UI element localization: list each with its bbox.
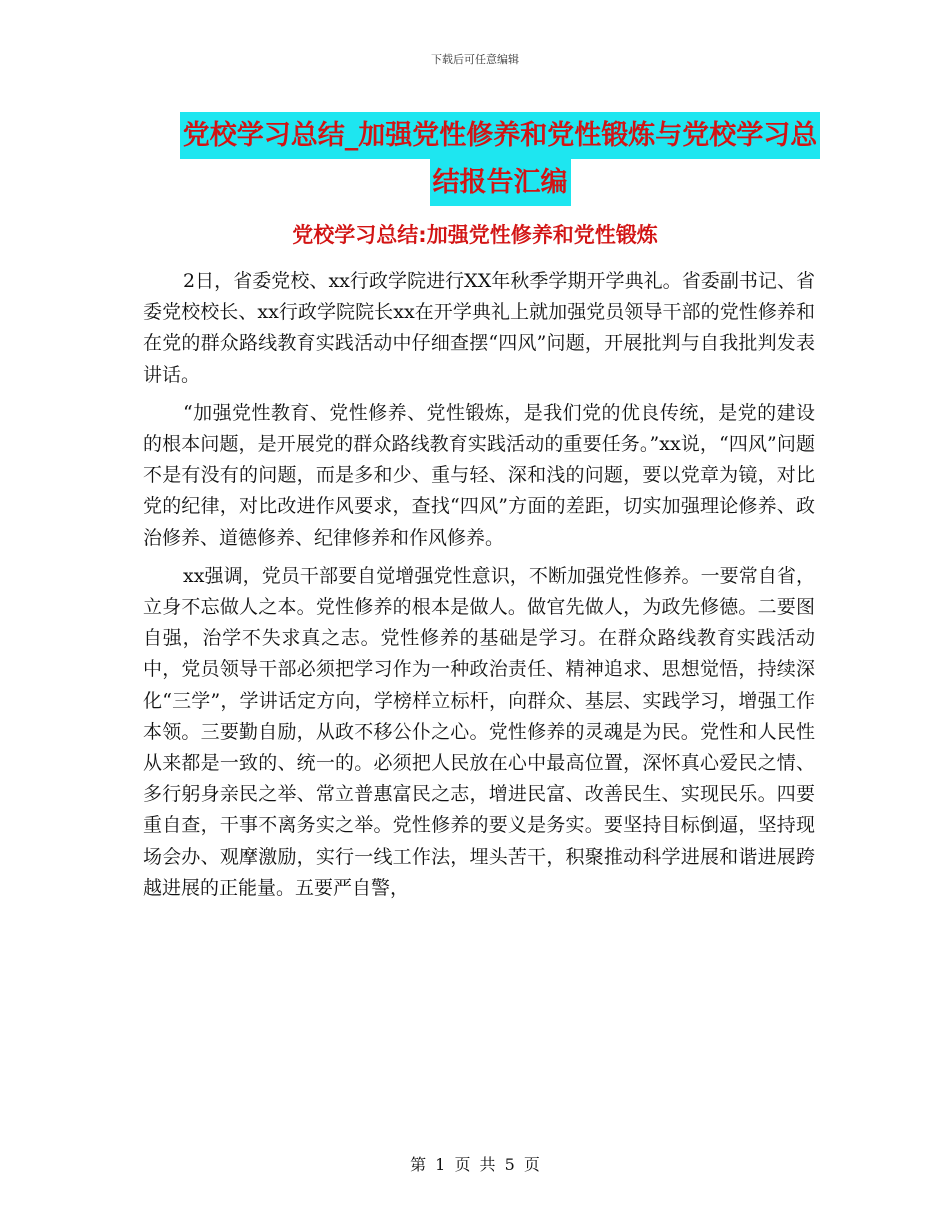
body-text xyxy=(143,266,815,911)
document-title-line-2: 结报告汇编 xyxy=(430,159,571,206)
page-header-note: 下载后可任意编辑 xyxy=(431,53,519,66)
document-title xyxy=(150,112,850,206)
section-heading: 党校学习总结:加强党性修养和党性锻炼 xyxy=(292,223,658,247)
paragraph-1: 2日，省委党校、xx行政学院进行XX年秋季学期开学典礼。省委副书记、省委党校校长、xx行政学院院长xx在开学典礼上就加强党员领导干部的党性修养和在党的群众路线教育实践活动中仔细查摆“四风”问题，开展批判与自我批判发表讲话。 xyxy=(143,270,815,386)
paragraph-3: xx强调，党员干部要自觉增强党性意识，不断加强党性修养。一要常自省，立身不忘做人之本。党性修养的根本是做人。做官先做人，为政先修德。二要图自强，治学不失求真之志。党性修养的基础是学习。在群众路线教育实践活动中，党员领导干部必须把学习作为一种政治责任、精神追求、思想觉悟，持续深化“三学”，学讲话定方向，学榜样立标杆，向群众、基层、实践学习，增强工作本领。三要勤自励，从政不移公仆之心。党性修养的灵魂是为民。党性和人民性从来都是一致的、统一的。必须把人民放在心中最高位置，深怀真心爱民之情、多行躬身亲民之举、常立普惠富民之志，增进民富、改善民生、实现民乐。四要重自查，干事不离务实之举。党性修养的要义是务实。要坚持目标倒逼，坚持现场会办、观摩激励，实行一线工作法，埋头苦干，积聚推动科学进展和谐进展跨越进展的正能量。五要严自警， xyxy=(143,564,815,899)
paragraph-2: “加强党性教育、党性修养、党性锻炼，是我们党的优良传统，是党的建设的根本问题，是开展党的群众路线教育实践活动的重要任务。”xx说，“四风”问题不是有没有的问题，而是多和少、重与轻、深和浅的问题，要以党章为镜，对比党的纪律，对比改进作风要求，查找“四风”方面的差距，切实加强理论修养、政治修养、道德修养、纪律修养和作风修养。 xyxy=(143,401,815,549)
page-number-footer: 第 1 页 共 5 页 xyxy=(410,1155,540,1174)
document-title-line-1: 党校学习总结_加强党性修养和党性锻炼与党校学习总 xyxy=(180,112,821,159)
